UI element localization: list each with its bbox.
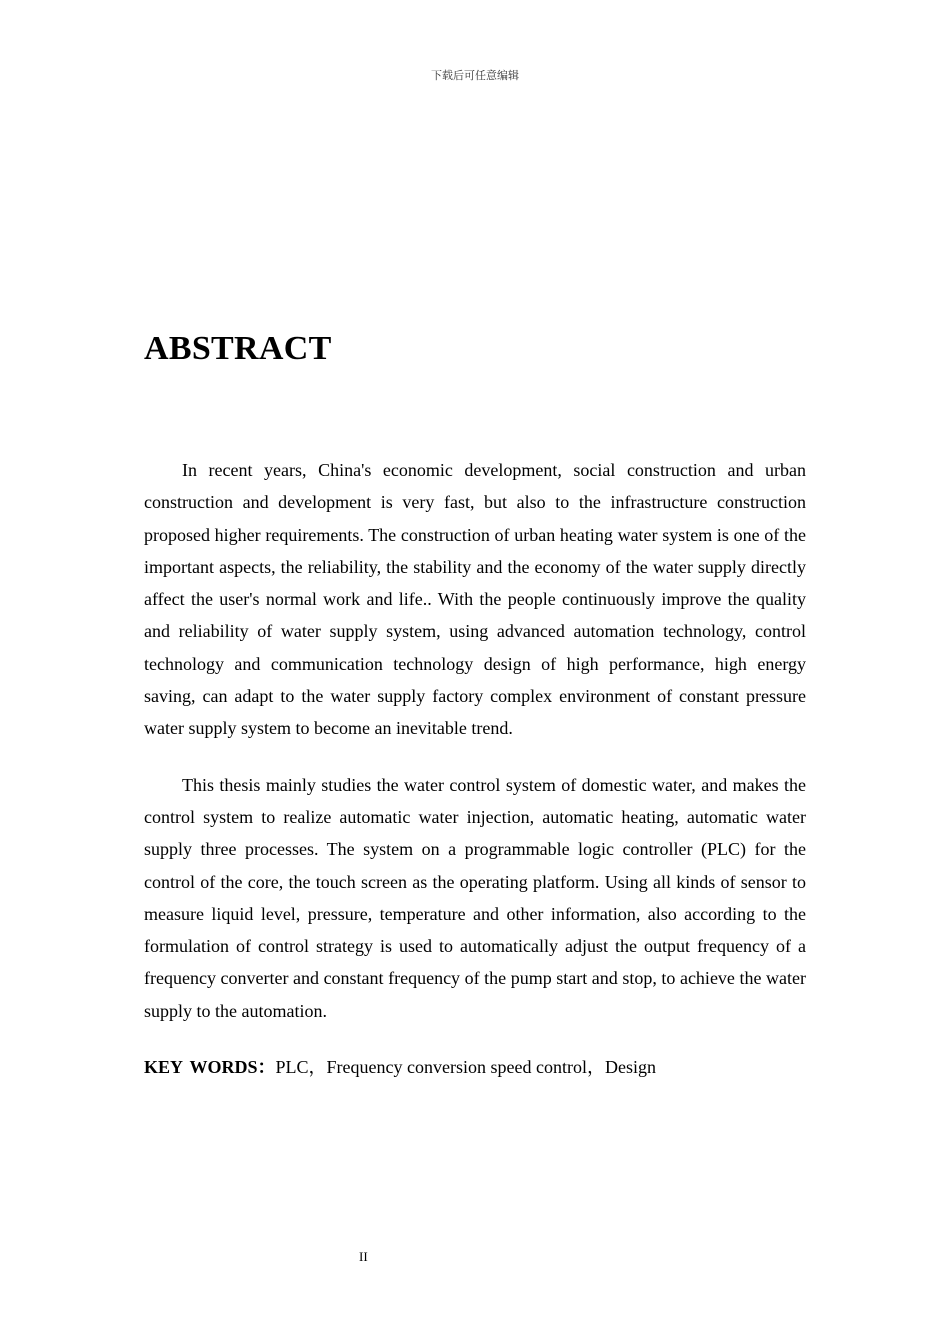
abstract-paragraph-2: This thesis mainly studies the water control system of domestic water, and makes the control system to realize automatic water injection, automatic heating, automatic water supply three processes. The system on a programmable logic controller (PLC) for the control of the core, the touch screen as the operating platform. Using all kinds of sensor to measure liquid level, pressure, temperature and other information, also according to the formulation of control strategy is used to automatically adjust the output frequency of a frequency converter and constant frequency of the pump start and stop, to achieve the water supply to the automation. (144, 774, 806, 1021)
keywords-label: KEY WORDS： (144, 1057, 276, 1078)
abstract-paragraph-1: In recent years, China's economic development, social construction and urban construction and development is very fast, but also to the infrastructure construction proposed higher requirements. The construction of urban heating water system is one of the important aspects, the reliability, the stability and the economy of the water supply directly affect the user's normal work and life.. With the people continuously improve the quality and reliability of water supply system, using advanced automation technology, control technology and communication technology design of high performance, high energy saving, can adapt to the water supply factory complex environment of constant pressure water supply system to become an inevitable trend. (144, 460, 806, 739)
keywords-value: PLC，Frequency conversion speed control，Design (275, 1057, 656, 1078)
abstract-body (144, 454, 806, 1083)
abstract-title: ABSTRACT (144, 330, 332, 367)
page-number: II (359, 1249, 368, 1264)
page-header-note: 下载后可任意编辑 (431, 69, 519, 82)
keywords-line (144, 1051, 806, 1083)
